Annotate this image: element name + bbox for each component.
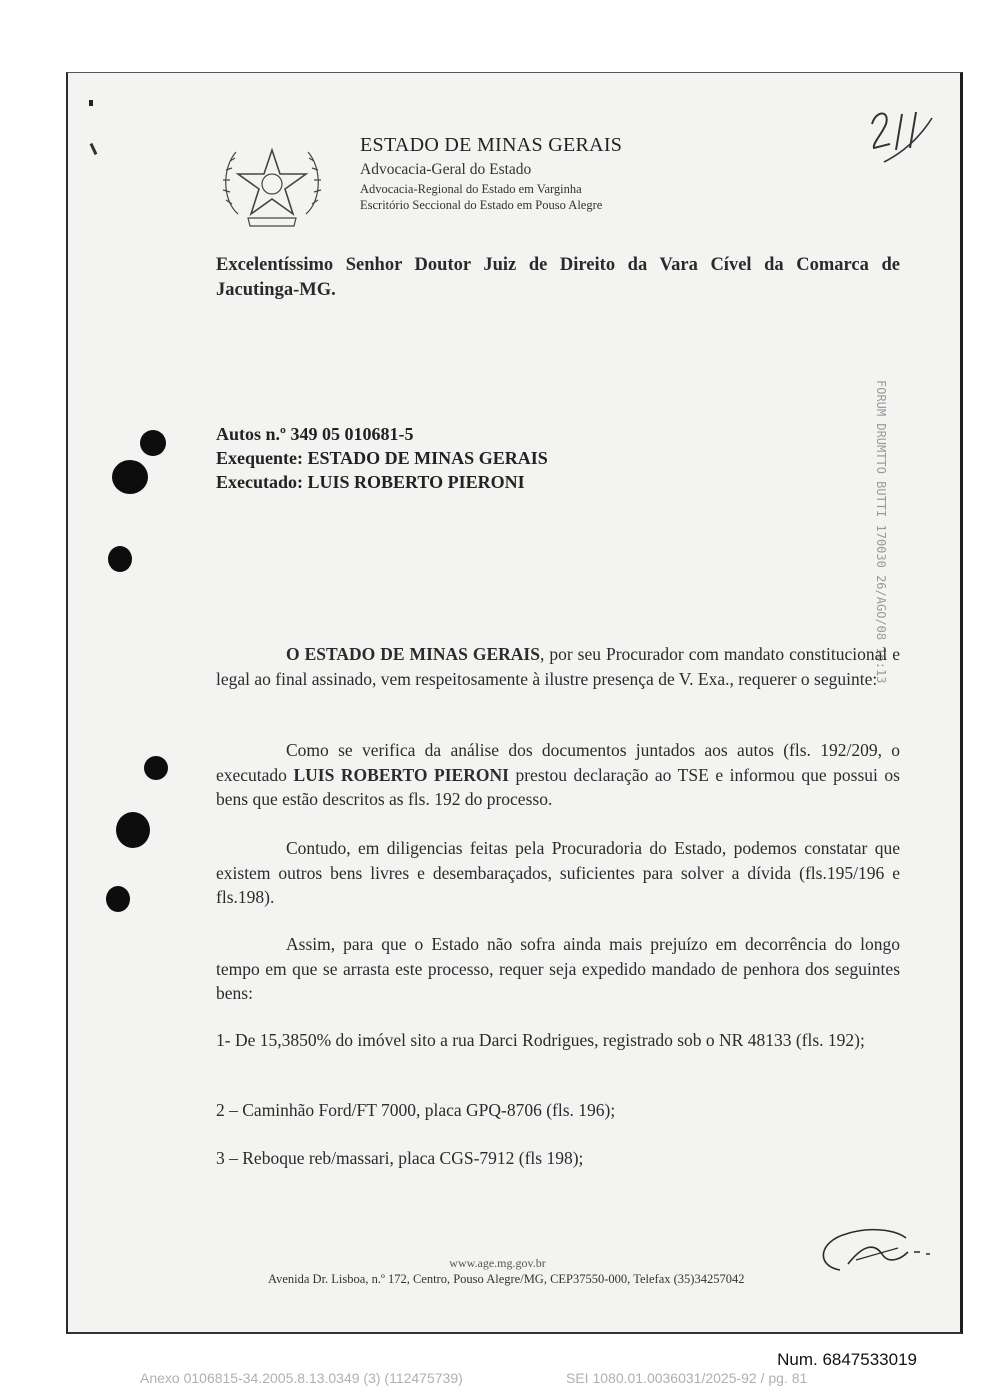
header-regional-office: Advocacia-Regional do Estado em Varginha [360,182,582,196]
paragraph-1-text: , por seu Procurador com mandato constitucional e legal ao final assinado, vem respeitosamente à ilustre presença de V. Exa., requerer o seguinte: [216,644,901,689]
header-state-title: ESTADO DE MINAS GERAIS [360,134,623,156]
case-executado: Executado: LUIS ROBERTO PIERONI [216,472,525,492]
protocol-stamp: FORUM DRUMTTO BUTTI 170030 26/AGO/08 16:13 [874,380,888,684]
punch-hole [106,886,130,912]
speck-mark [89,100,93,106]
paragraph-4-text: Assim, para que o Estado não sofra ainda mais prejuízo em decorrência do longo tempo em que se arrasta este processo, requer seja expedido mandado de penhora dos seguintes bens: [216,934,900,1003]
header-section-office: Escritório Seccional do Estado em Pouso Alegre [360,198,603,212]
paragraph-2-text-b: prestou declaração ao TSE e informou que possui os bens que estão descritos as fls. 192 do processo. [216,764,900,809]
paragraph-2 [216,738,900,812]
signature-mark [812,1220,940,1280]
punch-hole [140,430,166,456]
list-item: 2 – Caminhão Ford/FT 7000, placa GPQ-8706 (fls. 196); [216,1100,616,1120]
header-agency-name: Advocacia-Geral do Estado [360,161,532,178]
list-item: 1- De 15,3850% do imóvel sito a rua Darci Rodrigues, registrado sob o NR 48133 (fls. 192); [216,1030,865,1050]
paragraph-3-text: Contudo, em diligencias feitas pela Procuradoria do Estado, podemos constatar que existem outros bens livres e desembaraçados, suficientes para solver a dívida (fls.195/196 e fls.198). [216,838,900,907]
punch-hole [112,460,148,494]
document-number: Num. 6847533019 [777,1350,917,1369]
paragraph-2-text-a: Como se verifica da análise dos documentos juntados aos autos (fls. 192/209, o executado [216,740,900,785]
sei-reference: SEI 1080.01.0036031/2025-92 / pg. 81 [566,1370,808,1386]
paragraph-3 [216,836,900,910]
handwritten-page-number [864,100,944,170]
paragraph-4 [216,932,900,1006]
case-exequente: Exequente: ESTADO DE MINAS GERAIS [216,448,548,468]
annex-reference: Anexo 0106815-34.2005.8.13.0349 (3) (112475739) [140,1370,463,1386]
footer-address: Avenida Dr. Lisboa, n.º 172, Centro, Pouso Alegre/MG, CEP37550-000, Telefax (35)34257042 [268,1272,745,1286]
case-number: Autos n.º 349 05 010681-5 [216,424,414,444]
list-item: 3 – Reboque reb/massari, placa CGS-7912 (fls 198); [216,1148,584,1168]
state-coat-of-arms-icon [218,144,326,230]
paragraph-1 [216,642,900,691]
addressee: Excelentíssimo Senhor Doutor Juiz de Direito da Vara Cível da Comarca de Jacutinga-MG. [216,255,900,300]
footer-website: www.age.mg.gov.br [449,1256,546,1270]
punch-hole [116,812,150,848]
punch-hole [108,546,132,572]
paragraph-1-bold: O ESTADO DE MINAS GERAIS [286,644,540,664]
punch-hole [144,756,168,780]
paragraph-2-bold: LUIS ROBERTO PIERONI [293,764,509,785]
